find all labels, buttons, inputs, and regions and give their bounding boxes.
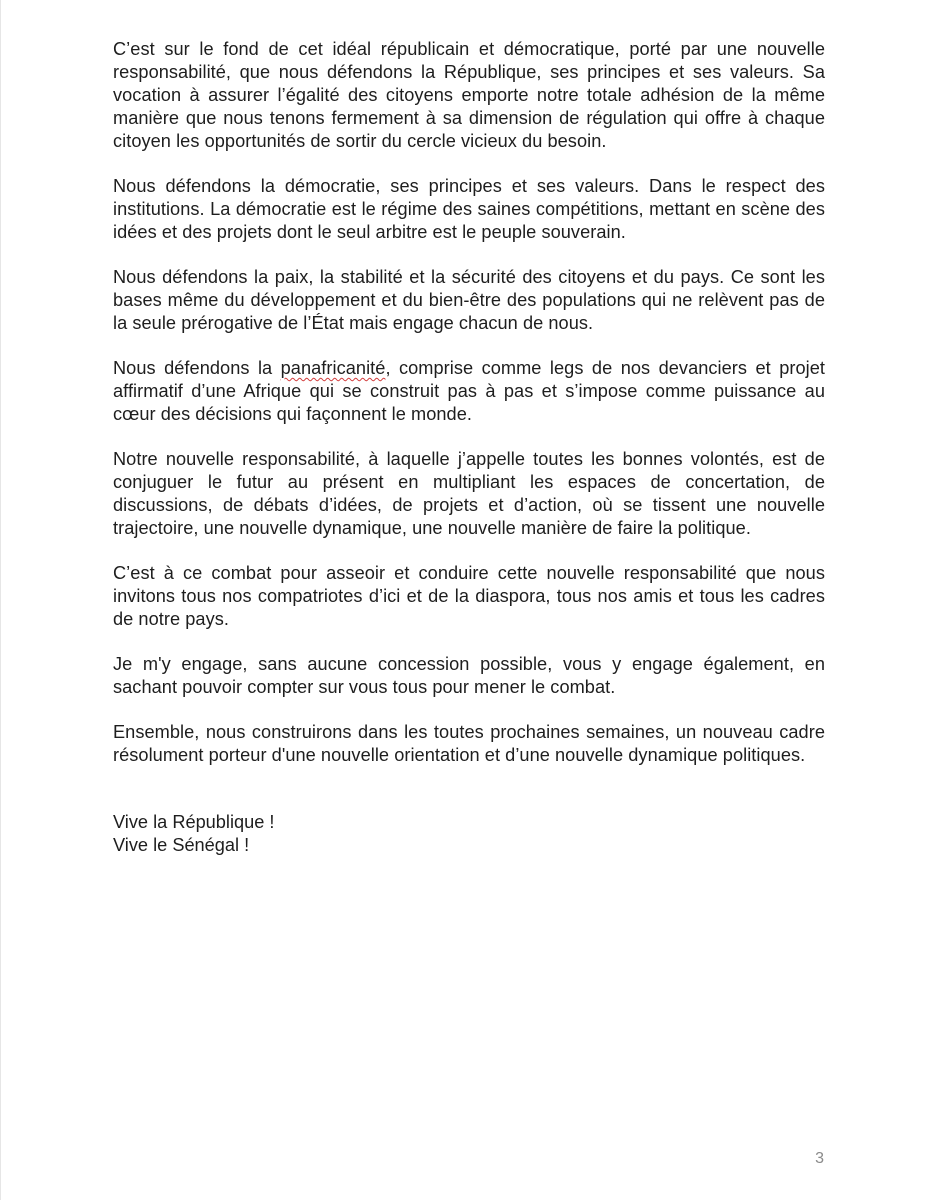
- paragraph-responsibility: Notre nouvelle responsabilité, à laquelle j’appelle toutes les bonnes volontés, est de conjuguer le futur au présent en multipliant les espaces de concertation, de discussions, de débats d’idées, de projets et d’action, où se tissent une nouvelle trajectoire, une nouvelle dynamique, une nouvelle manière de faire la politique.: [113, 449, 825, 538]
- paragraph-engagement: Je m'y engage, sans aucune concession possible, vous y engage également, en sachant pouvoir compter sur vous tous pour mener le combat.: [113, 654, 825, 697]
- paragraph-panafricanism-start: Nous défendons la: [113, 358, 281, 378]
- paragraph-panafricanism: [113, 357, 825, 426]
- paragraph-panafricanism-end: , comprise comme legs de nos devanciers et projet affirmatif d’une Afrique qui se construit pas à pas et s’impose comme puissance au cœur des décisions qui façonnent le monde.: [113, 358, 825, 424]
- paragraph-republic: C’est sur le fond de cet idéal républicain et démocratique, porté par une nouvelle responsabilité, que nous défendons la République, ses principes et ses valeurs. Sa vocation à assurer l’égalité des citoyens emporte notre totale adhésion de la même manière que nous tenons fermement à sa dimension de régulation qui offre à chaque citoyen les opportunités de sortir du cercle vicieux du besoin.: [113, 39, 825, 151]
- closing-line-republic: Vive la République !: [113, 812, 275, 832]
- document-body: [113, 38, 825, 857]
- spellcheck-flagged-word: panafricanité: [280, 358, 386, 378]
- closing-line-senegal: Vive le Sénégal !: [113, 835, 250, 855]
- closing-block: [113, 811, 825, 857]
- paragraph-combat: C’est à ce combat pour asseoir et conduire cette nouvelle responsabilité que nous invitons tous nos compatriotes d’ici et de la diaspora, tous nos amis et tous les cadres de notre pays.: [113, 563, 825, 629]
- paragraph-democracy: Nous défendons la démocratie, ses principes et ses valeurs. Dans le respect des institutions. La démocratie est le régime des saines compétitions, mettant en scène des idées et des projets dont le seul arbitre est le peuple souverain.: [113, 176, 825, 242]
- paragraph-together: Ensemble, nous construirons dans les toutes prochaines semaines, un nouveau cadre résolument porteur d'une nouvelle orientation et d’une nouvelle dynamique politiques.: [113, 722, 825, 765]
- paragraph-peace: Nous défendons la paix, la stabilité et la sécurité des citoyens et du pays. Ce sont les bases même du développement et du bien-être des populations qui ne relèvent pas de la seule prérogative de l’État mais engage chacun de nous.: [113, 267, 825, 333]
- page-number: 3: [815, 1150, 824, 1167]
